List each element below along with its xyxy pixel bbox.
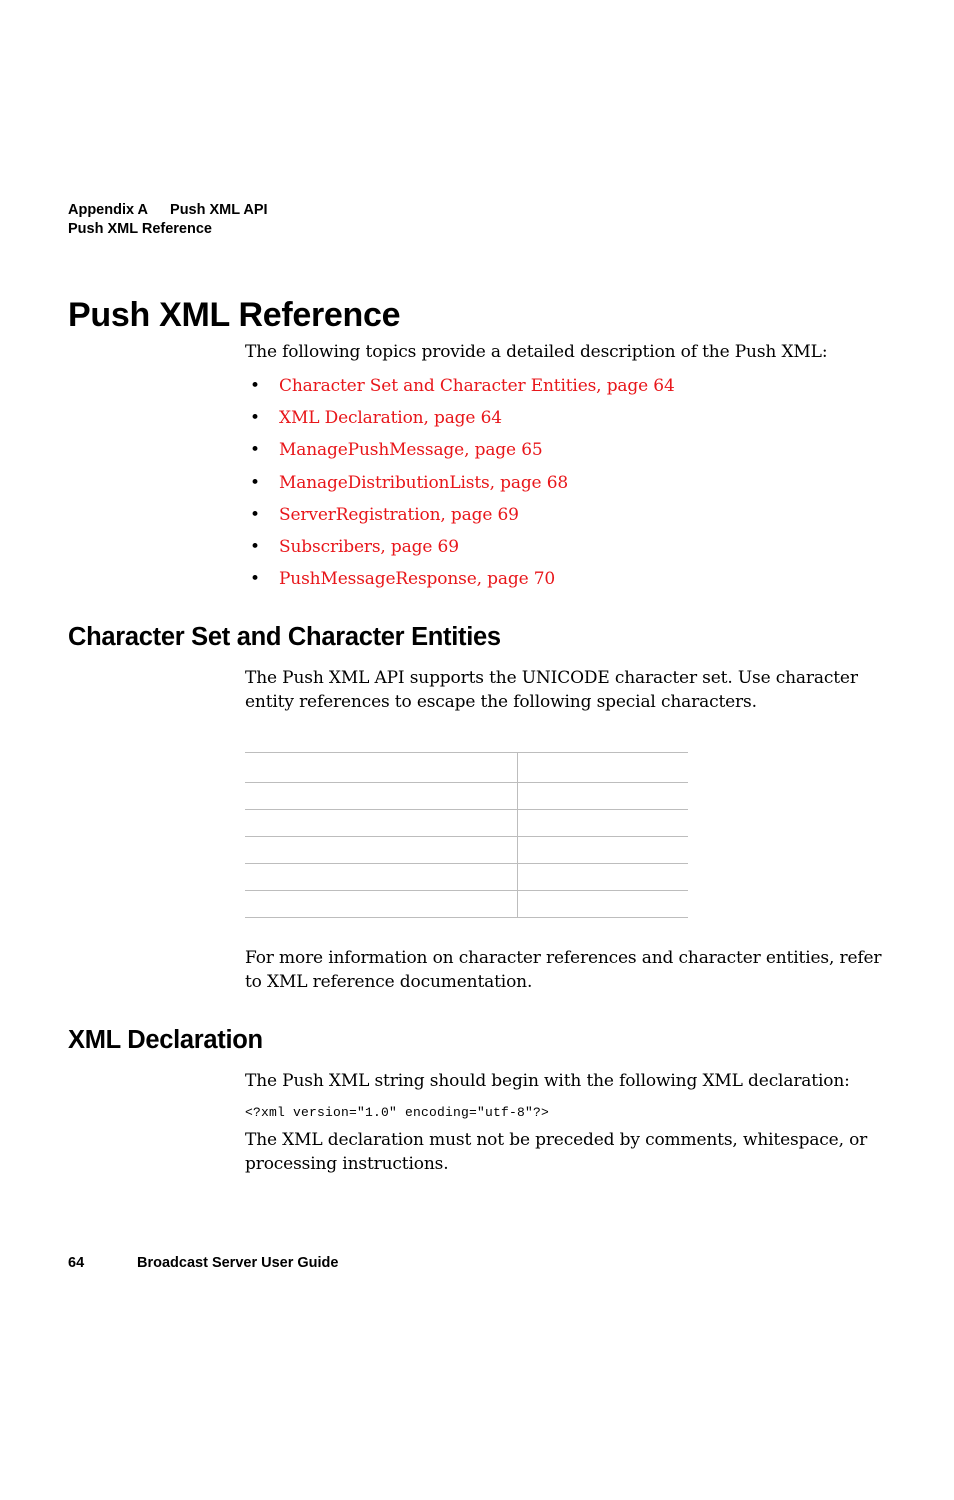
- table-cell: [518, 891, 689, 918]
- topic-link-xml-declaration[interactable]: XML Declaration, page 64: [279, 408, 502, 429]
- table-cell: [518, 783, 689, 810]
- table-cell: [245, 891, 518, 918]
- section-label: Push XML Reference: [68, 221, 212, 237]
- table-row: [245, 864, 688, 891]
- topic-link-character-set[interactable]: Character Set and Character Entities, page 64: [279, 376, 675, 396]
- bullet-icon: •: [250, 569, 260, 590]
- bullet-icon: •: [250, 536, 260, 557]
- xml-declaration-note: The XML declaration must not be preceded by comments, whitespace, or processing instructions.: [245, 1130, 868, 1174]
- list-item: [250, 405, 675, 437]
- topic-list: [250, 373, 675, 598]
- table-cell: [245, 837, 518, 864]
- list-item: [250, 534, 675, 566]
- list-item: [250, 373, 675, 405]
- section-heading-xml-declaration: XML Declaration: [68, 1026, 263, 1054]
- topic-link-managedistributionlists[interactable]: ManageDistributionLists, page 68: [279, 472, 569, 493]
- table-cell: [245, 810, 518, 837]
- list-item: [250, 437, 675, 469]
- list-item: [250, 566, 675, 598]
- table-row: [245, 753, 688, 783]
- intro-paragraph: The following topics provide a detailed description of the Push XML:: [245, 342, 828, 362]
- bullet-icon: •: [250, 440, 260, 461]
- table-cell: [518, 837, 689, 864]
- table-cell: [245, 783, 518, 810]
- code-sample: <?xml version="1.0" encoding="utf-8"?>: [245, 1105, 550, 1120]
- section-heading-character-set: Character Set and Character Entities: [68, 623, 501, 651]
- character-entity-table: [245, 752, 688, 918]
- running-header: [68, 201, 268, 239]
- bullet-icon: •: [250, 472, 260, 493]
- page-title: Push XML Reference: [68, 296, 401, 334]
- table-cell: [518, 810, 689, 837]
- more-info-paragraph: For more information on character references and character entities, refer to XML reference documentation.: [245, 948, 882, 992]
- chapter-label: Push XML API: [170, 202, 268, 218]
- topic-link-serverregistration[interactable]: ServerRegistration, page 69: [279, 504, 519, 525]
- appendix-label: Appendix A: [68, 202, 149, 218]
- list-item: [250, 470, 675, 502]
- table-row: [245, 783, 688, 810]
- topic-link-pushmessageresponse[interactable]: PushMessageResponse, page 70: [279, 569, 556, 590]
- bullet-icon: •: [250, 376, 260, 396]
- bullet-icon: •: [250, 504, 260, 525]
- book-title: Broadcast Server User Guide: [137, 1255, 339, 1271]
- bullet-icon: •: [250, 408, 260, 429]
- table-cell: [518, 753, 689, 783]
- table-cell: [245, 753, 518, 783]
- table-row: [245, 810, 688, 837]
- table-row: [245, 837, 688, 864]
- table-row: [245, 891, 688, 918]
- page-number: 64: [68, 1255, 85, 1271]
- xml-declaration-paragraph: The Push XML string should begin with the following XML declaration:: [245, 1071, 850, 1091]
- topic-link-managepushmessage[interactable]: ManagePushMessage, page 65: [279, 440, 543, 461]
- topic-link-subscribers[interactable]: Subscribers, page 69: [279, 536, 459, 557]
- character-set-paragraph: The Push XML API supports the UNICODE character set. Use character entity references to escape the following special characters.: [245, 668, 858, 712]
- table-cell: [245, 864, 518, 891]
- list-item: [250, 502, 675, 534]
- page-footer: [68, 1255, 339, 1271]
- table-cell: [518, 864, 689, 891]
